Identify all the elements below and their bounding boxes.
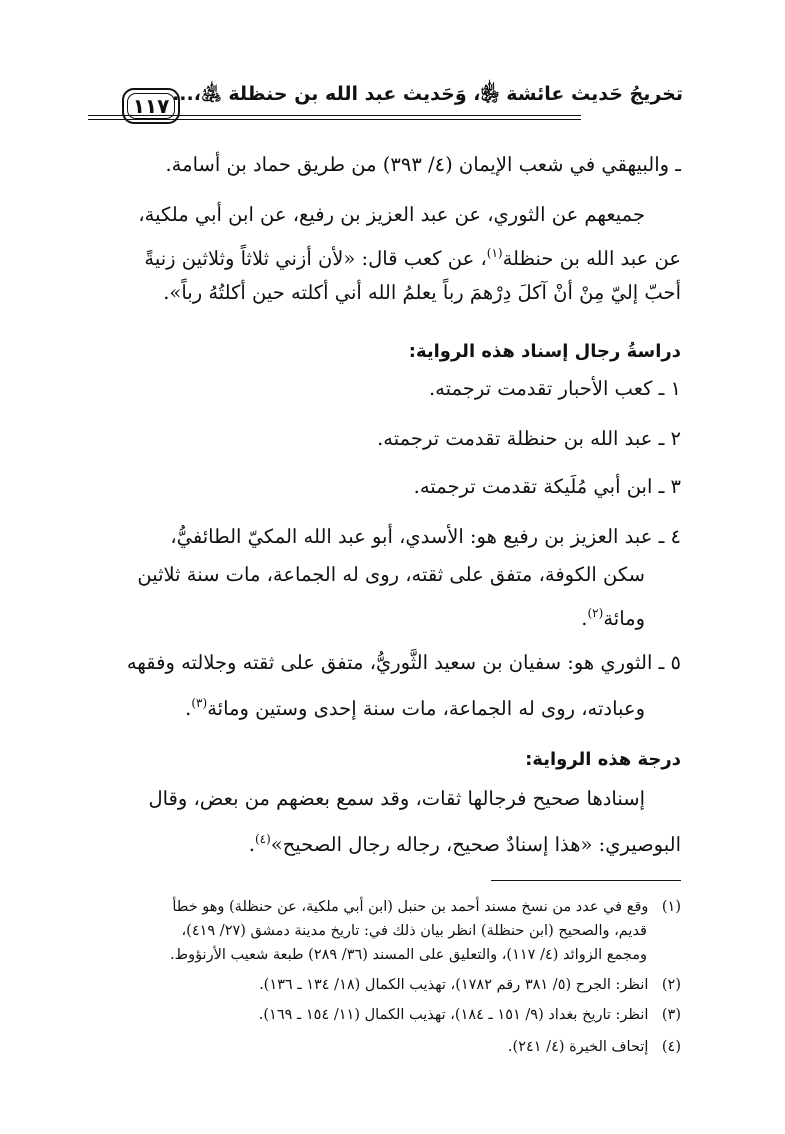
text-line: أحبّ إليّ مِنْ أنْ آكلَ دِرْهمَ رباً يعلمُ الله أني أكلته حين أكلتُهُ رباً».: [163, 281, 681, 304]
footnote-text: وقع في عدد من نسخ مسند أحمد بن حنبل (ابن أبي ملكية، عن حنظلة) وهو خطأ: [172, 899, 649, 915]
text-run: .: [581, 607, 588, 630]
text-run: .: [248, 833, 255, 856]
footnote-line: قديم، والصحيح (ابن حنظلة) انظر بيان ذلك في: تاريخ مدينة دمشق (٢٧/ ٤١٩)،: [181, 923, 647, 939]
footnote-number: (٤): [661, 1039, 681, 1055]
footnote: [88, 974, 681, 996]
list-item: ٥ ـ الثوري هو: سفيان بن سعيد الثَّوريُّ، متفق على ثقته وجلالته وفقهه: [126, 651, 681, 674]
footnote-ref: (٤): [254, 832, 271, 846]
footnote-ref: (٣): [191, 696, 208, 710]
text-run: عن عبد الله بن حنظلة: [502, 247, 681, 270]
list-item: ٤ ـ عبد العزيز بن رفيع هو: الأسدي، أبو عبد الله المكيّ الطائفيُّ،: [170, 525, 681, 548]
text-run: البوصيري: «هذا إسنادٌ صحيح، رجاله رجال الصحيح»: [270, 833, 681, 856]
footnote: [88, 896, 681, 918]
footnote: [88, 1036, 681, 1058]
page-number-frame: [122, 88, 180, 124]
list-item: ١ ـ كعب الأحبار تقدمت ترجمته.: [428, 377, 681, 400]
section-heading: دراسةُ رجال إسناد هذه الرواية:: [408, 341, 681, 362]
footnote-rule: [491, 880, 681, 881]
text-run: ومائة: [603, 607, 645, 630]
list-item: ٢ ـ عبد الله بن حنظلة تقدمت ترجمته.: [377, 427, 681, 450]
footnote: [88, 1004, 681, 1026]
text-line: إسنادها صحيح فرجالها ثقات، وقد سمع بعضهم من بعض، وقال: [148, 787, 645, 810]
footnote-ref: (١): [486, 246, 503, 260]
footnote-number: (٢): [661, 977, 681, 993]
footnote-line: ومجمع الزوائد (٤/ ١١٧)، والتعليق على المسند (٣٦/ ٢٨٩) طبعة شعيب الأرنؤوط.: [170, 947, 647, 963]
text-run: .: [185, 697, 192, 720]
text-run: وعبادته، روى له الجماعة، مات سنة إحدى وستين ومائة: [207, 697, 645, 720]
text-line: ـ والبيهقي في شعب الإيمان (٤/ ٣٩٣) من طريق حماد بن أسامة.: [165, 153, 681, 176]
footnote-text: انظر: الجرح (٥/ ٣٨١ رقم ١٧٨٢)، تهذيب الكمال (١٨/ ١٣٤ ـ ١٣٦).: [259, 977, 649, 993]
footnote-text: إتحاف الخيرة (٤/ ٢٤١).: [507, 1039, 649, 1055]
text-line: [88, 598, 645, 634]
footnote-text: انظر: تاريخ بغداد (٩/ ١٥١ ـ ١٨٤)، تهذيب الكمال (١١/ ١٥٤ ـ ١٦٩).: [258, 1007, 649, 1023]
text-line: [88, 238, 681, 274]
page-number: ١١٧: [132, 94, 170, 118]
footnote-number: (١): [661, 899, 681, 915]
running-title: تخريجُ حَديث عائشة ﵂، وَحَديث عبد الله بن حنظلة ﵁،...: [172, 83, 683, 105]
text-line: [88, 824, 681, 860]
footnote-ref: (٢): [587, 606, 604, 620]
text-line: سكن الكوفة، متفق على ثقته، روى له الجماعة، مات سنة ثلاثين: [137, 563, 645, 586]
section-heading: درجة هذه الرواية:: [525, 749, 681, 770]
text-run: ، عن كعب قال: «لأن أزني ثلاثاً وثلاثين زنيةً: [144, 247, 487, 270]
list-item: ٣ ـ ابن أبي مُلَيكة تقدمت ترجمته.: [413, 475, 681, 498]
page-header: [88, 80, 683, 132]
footnote-number: (٣): [661, 1007, 681, 1023]
text-line: جميعهم عن الثوري، عن عبد العزيز بن رفيع، عن ابن أبي ملكية،: [138, 203, 645, 226]
text-line: [88, 688, 645, 724]
